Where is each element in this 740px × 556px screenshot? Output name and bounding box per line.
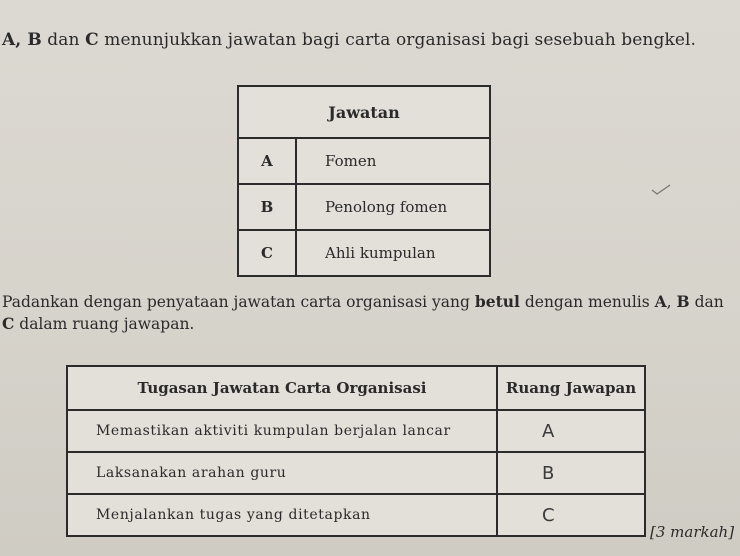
positions-row xyxy=(238,138,490,184)
task-cell: Memastikan aktiviti kumpulan berjalan lancar xyxy=(67,410,497,452)
answer-cell[interactable]: C xyxy=(497,494,645,536)
answer-table xyxy=(66,365,646,537)
position-name: Penolong fomen xyxy=(296,184,490,230)
intro-letter-c: C xyxy=(85,30,99,50)
instruction-letter-a: A xyxy=(654,292,667,311)
position-label: B xyxy=(238,184,296,230)
intro-letters-ab: A, B xyxy=(2,30,42,50)
instruction-part: dalam ruang jawapan. xyxy=(14,315,195,333)
position-name: Fomen xyxy=(296,138,490,184)
instruction-letter-c: C xyxy=(2,314,15,333)
intro-mid: dan xyxy=(41,30,86,50)
instruction-part: , xyxy=(666,293,677,311)
answer-row xyxy=(67,494,645,536)
marks-label: [3 markah] xyxy=(650,523,735,541)
positions-header-row xyxy=(238,86,490,138)
instruction-bold-word: betul xyxy=(474,292,520,311)
task-column-header: Tugasan Jawatan Carta Organisasi xyxy=(67,366,497,410)
answer-column-header: Ruang Jawapan xyxy=(497,366,645,410)
positions-row xyxy=(238,230,490,276)
instruction-text xyxy=(2,291,738,335)
answer-cell[interactable]: B xyxy=(497,452,645,494)
instruction-part: dengan menulis xyxy=(519,293,655,311)
position-label: A xyxy=(238,138,296,184)
intro-rest: menunjukkan jawatan bagi carta organisasi bagi sesebuah bengkel. xyxy=(98,30,697,50)
task-cell: Menjalankan tugas yang ditetapkan xyxy=(67,494,497,536)
answer-header-row xyxy=(67,366,645,410)
instruction-part: dan xyxy=(689,293,724,311)
intro-text xyxy=(2,30,696,50)
position-label: C xyxy=(238,230,296,276)
answer-row xyxy=(67,452,645,494)
tick-mark-icon xyxy=(650,183,672,195)
positions-header: Jawatan xyxy=(238,86,490,138)
instruction-line-1 xyxy=(2,291,738,313)
instruction-letter-b: B xyxy=(676,292,690,311)
answer-cell[interactable]: A xyxy=(497,410,645,452)
task-cell: Laksanakan arahan guru xyxy=(67,452,497,494)
position-name: Ahli kumpulan xyxy=(296,230,490,276)
instruction-part: Padankan dengan penyataan jawatan carta organisasi yang xyxy=(2,293,475,311)
positions-row xyxy=(238,184,490,230)
instruction-line-2 xyxy=(2,313,738,335)
answer-row xyxy=(67,410,645,452)
positions-table xyxy=(237,85,491,277)
